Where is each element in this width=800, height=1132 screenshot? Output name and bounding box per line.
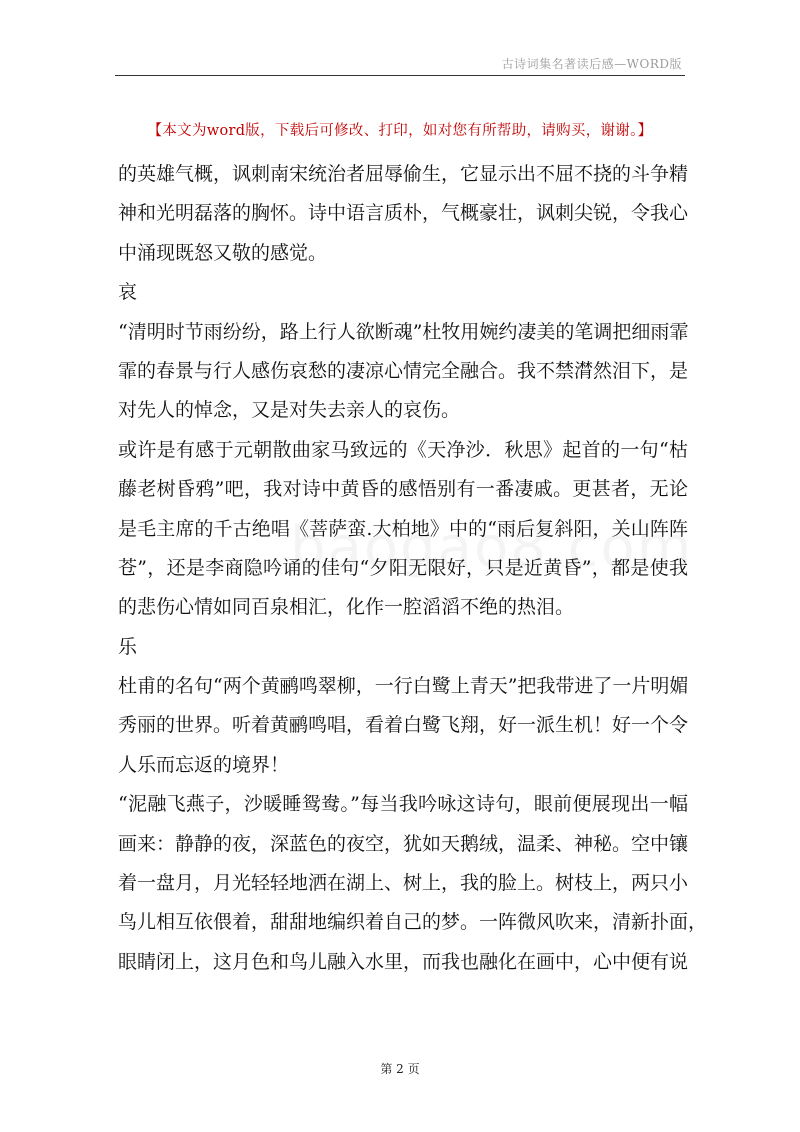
download-notice: 【本文为word版，下载后可修改、打印，如对您有所帮助，请购买，谢谢。】	[147, 123, 653, 139]
text-line: 或许是有感于元朝散曲家马致远的《天净沙．秋思》起首的一句“枯	[118, 438, 688, 461]
text-line: 苍”，还是李商隐吟诵的佳句“夕阳无限好，只是近黄昏”，都是使我	[118, 556, 688, 579]
text-line: 眼睛闭上，这月色和鸟儿融入水里，而我也融化在画中，心中便有说	[118, 950, 689, 973]
text-line: 的英雄气概，讽刺南宋统治者屈辱偷生，它显示出不屈不挠的斗争精	[118, 163, 689, 185]
header-divider	[115, 75, 685, 76]
page-number: 第 2 页	[380, 1062, 420, 1076]
text-line: 神和光明磊落的胸怀。诗中语言质朴，气概豪壮，讽刺尖锐，令我心	[118, 202, 689, 225]
text-line: “泥融飞燕子，沙暖睡鸳鸯。”每当我吟咏这诗句，眼前便展现出一幅	[118, 793, 688, 816]
article-body	[118, 155, 708, 982]
text-line: 人乐而忘返的境界！	[118, 753, 290, 776]
section-heading-sorrow: 哀	[118, 281, 138, 304]
text-line: 的悲伤心情如同百泉相汇，化作一腔滔滔不绝的热泪。	[118, 596, 575, 619]
text-line: 霏的春景与行人感伤哀愁的凄凉心情完全融合。我不禁潸然泪下，是	[118, 359, 689, 382]
text-line: 着一盘月，月光轻轻地洒在湖上、树上，我的脸上。树枝上，两只小	[118, 872, 689, 895]
text-line: 画来：静静的夜，深蓝色的夜空，犹如天鹅绒，温柔、神秘。空中镶	[118, 832, 689, 855]
header-title: 古诗词集名著读后感—WORD版	[501, 57, 682, 71]
section-heading-joy: 乐	[118, 635, 138, 658]
text-line: 杜甫的名句“两个黄鹂鸣翠柳，一行白鹭上青天”把我带进了一片明媚	[118, 675, 689, 698]
text-line: 秀丽的世界。听着黄鹂鸣唱，看着白鹭飞翔，好一派生机！好一个令	[118, 714, 689, 737]
text-line: 是毛主席的千古绝唱《菩萨蛮.大柏地》中的“雨后复斜阳，关山阵阵	[118, 517, 688, 540]
text-line: 藤老树昏鸦”吧，我对诗中黄昏的感悟别有一番凄戚。更甚者，无论	[118, 478, 688, 501]
text-line: 对先人的悼念，又是对失去亲人的哀伤。	[118, 399, 461, 422]
text-line: “清明时节雨纷纷，路上行人欲断魂”杜牧用婉约凄美的笔调把细雨霏	[118, 320, 689, 343]
text-line: 中涌现既怒又敬的感觉。	[118, 241, 328, 264]
text-line: 鸟儿相互依偎着，甜甜地编织着自己的梦。一阵微风吹来，清新扑面，	[118, 911, 708, 934]
